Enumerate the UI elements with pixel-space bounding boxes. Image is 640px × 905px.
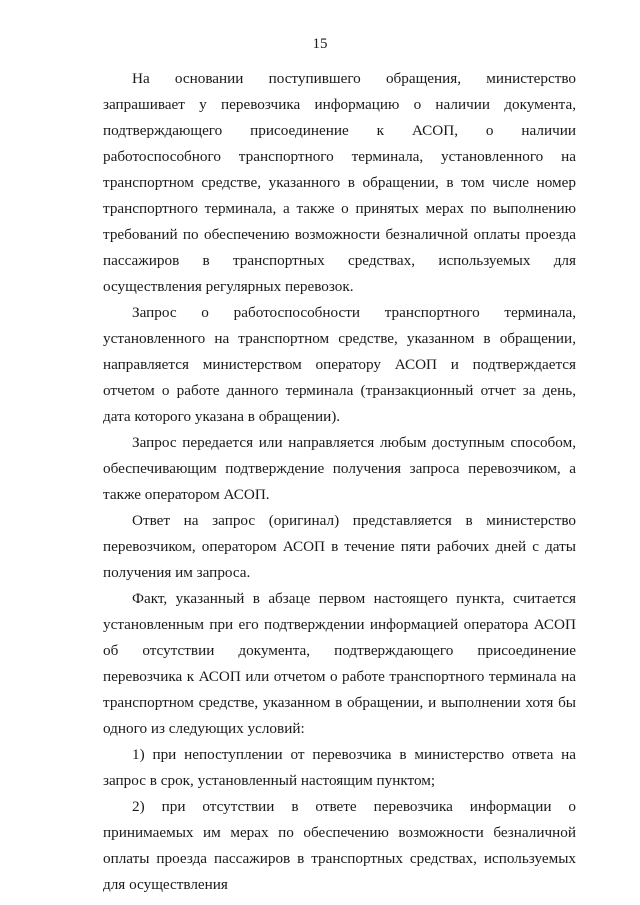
paragraph: Ответ на запрос (оригинал) представляется в министерство перевозчиком, оператором АСОП в течение пяти рабочих дней с даты получения им запроса. bbox=[103, 512, 576, 581]
paragraph: Факт, указанный в абзаце первом настоящего пункта, считается установленным при его подтверждении информацией оператора АСОП об отсутствии документа, подтверждающего присоединение перевозчика к АСОП или отчетом о работе транспортного терминала на транспортном средстве, указанном в обращении, и выполнении хотя бы одного из следующих условий: bbox=[103, 590, 576, 737]
paragraph: Запрос о работоспособности транспортного терминала, установленного на транспортном средстве, указанном в обращении, направляется министерством оператору АСОП и подтверждается отчетом о работе данного терминала (транзакционный отчет за день, дата которого указана в обращении). bbox=[103, 304, 576, 425]
paragraph: На основании поступившего обращения, министерство запрашивает у перевозчика информацию о наличии документа, подтверждающего присоединение к АСОП, о наличии работоспособного транспортного терминала, установленного на транспортном средстве, указанного в обращении, в том числе номер транспортного терминала, а также о принятых мерах по выполнению требований по обеспечению возможности безналичной оплаты проезда пассажиров в транспортных средствах, используемых для осуществления регулярных перевозок. bbox=[103, 70, 576, 295]
document-body bbox=[103, 66, 576, 898]
list-item: 1) при непоступлении от перевозчика в министерство ответа на запрос в срок, установленный настоящим пунктом; bbox=[103, 746, 576, 789]
page-number: 15 bbox=[312, 36, 328, 52]
list-item: 2) при отсутствии в ответе перевозчика информации о принимаемых им мерах по обеспечению возможности безналичной оплаты проезда пассажиров в транспортных средствах, используемых для осуществления bbox=[103, 798, 576, 893]
paragraph: Запрос передается или направляется любым доступным способом, обеспечивающим подтверждение получения запроса перевозчиком, а также оператором АСОП. bbox=[103, 434, 576, 503]
